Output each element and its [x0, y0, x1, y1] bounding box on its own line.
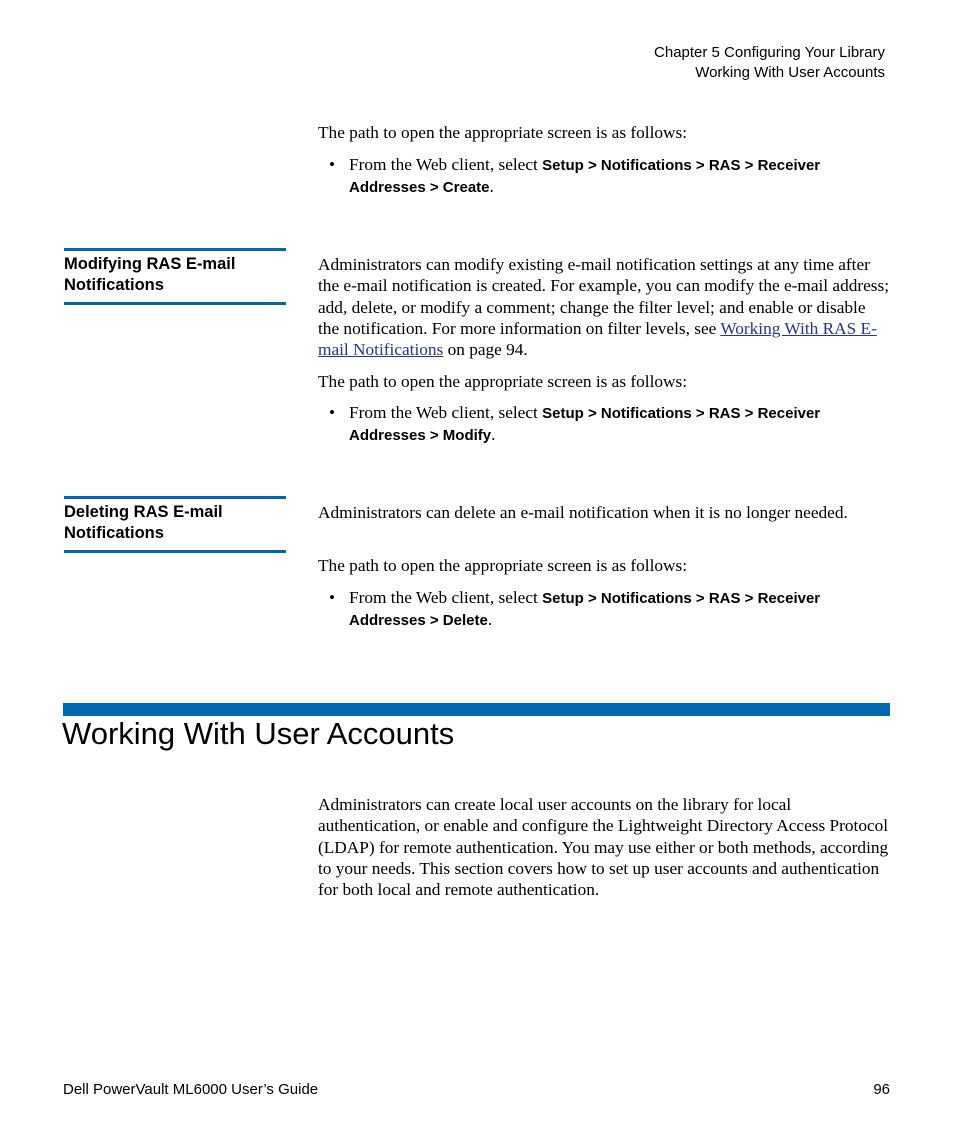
header-section: Working With User Accounts [695, 64, 885, 81]
bullet-dot: • [329, 588, 336, 607]
deleting-heading: Deleting RAS E-mail Notifications [64, 496, 286, 553]
bullet-text [349, 154, 890, 199]
running-header [654, 43, 885, 83]
modifying-heading: Modifying RAS E-mail Notifications [64, 248, 286, 305]
bullet-prefix: From the Web client, select [349, 588, 543, 607]
modifying-body-page-ref: on page 94. [443, 340, 528, 360]
section-title: Working With User Accounts [62, 716, 455, 751]
footer-guide-title: Dell PowerVault ML6000 User’s Guide [63, 1081, 319, 1098]
bullet-text [349, 402, 890, 447]
bullet-suffix: . [491, 425, 496, 445]
delete-path-intro: The path to open the appropriate screen is as follows: [318, 556, 688, 575]
modify-path-intro: The path to open the appropriate screen is as follows: [318, 372, 688, 391]
modifying-body [318, 254, 890, 360]
header-chapter: Chapter 5 Configuring Your Library [654, 44, 885, 61]
bullet-suffix: . [487, 610, 493, 630]
bullet-dot: • [329, 155, 336, 174]
menu-path-modify: Setup > Notifications > RAS > Receiver Addresses > Modify [349, 405, 821, 445]
bullet-prefix: From the Web client, select [349, 155, 543, 174]
menu-path-delete: Setup > Notifications > RAS > Receiver Addresses > Delete [349, 590, 821, 630]
menu-path-create: Setup > Notifications > RAS > Receiver Addresses > Create [349, 157, 821, 197]
modifying-body-text: Administrators can modify existing e-mail notification settings at any time after the e-mail notification is created. For example, you can modify the e-mail address; add, delete, or modify a comment; change the filter level; and enable or disable the notification. For more information on filter levels, see [318, 255, 890, 338]
user-accounts-body: Administrators can create local user accounts on the library for local authentication, or enable and configure the Lightweight Directory Access Protocol (LDAP) for remote authentication. You may use either or both methods, according to your needs. This section covers how to set up user accounts and authentication for both local and remote authentication. [318, 795, 889, 900]
bullet-text [349, 587, 890, 632]
ras-notifications-link[interactable]: Working With RAS E-mail Notifications [318, 318, 877, 360]
page-number: 96 [873, 1081, 890, 1098]
bullet-suffix: . [489, 177, 494, 197]
bullet-dot: • [329, 403, 336, 422]
create-path-intro: The path to open the appropriate screen is as follows: [318, 123, 688, 142]
deleting-body: Administrators can delete an e-mail notification when it is no longer needed. [318, 503, 848, 522]
bullet-prefix: From the Web client, select [349, 403, 543, 422]
